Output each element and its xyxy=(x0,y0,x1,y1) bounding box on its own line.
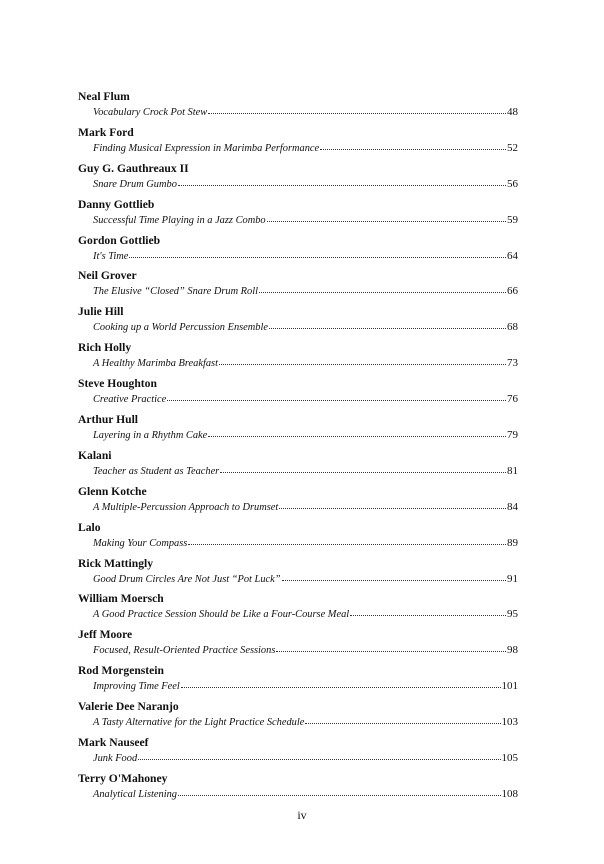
toc-page-number: 52 xyxy=(507,141,518,154)
dot-leader xyxy=(305,714,500,724)
page-folio: iv xyxy=(297,808,307,822)
toc-author: Rick Mattingly xyxy=(78,556,154,570)
toc-author: Mark Nauseef xyxy=(78,736,149,750)
toc-author: Rod Morgenstein xyxy=(78,664,164,678)
toc-entry xyxy=(76,233,518,269)
toc-author: Steve Houghton xyxy=(78,377,157,391)
dot-leader xyxy=(279,499,506,509)
dot-leader xyxy=(208,427,506,437)
toc-author: Mark Ford xyxy=(78,125,134,139)
toc-title: Vocabulary Crock Pot Stew xyxy=(93,107,208,118)
dot-leader xyxy=(208,104,506,114)
toc-entry xyxy=(76,771,518,807)
toc-title: Cooking up a World Percussion Ensemble xyxy=(93,322,268,334)
dot-leader xyxy=(269,319,506,329)
dot-leader xyxy=(259,283,506,293)
toc-line xyxy=(76,284,518,299)
toc-title: Teacher as Student as Teacher xyxy=(93,465,220,477)
dot-leader xyxy=(188,535,506,545)
dot-leader xyxy=(276,642,506,652)
toc-author: Julie Hill xyxy=(78,305,124,319)
toc-line xyxy=(76,715,518,730)
toc-page-number: 91 xyxy=(507,572,518,585)
toc-author: Lalo xyxy=(78,520,101,534)
dot-leader xyxy=(138,750,500,760)
toc-entry xyxy=(76,161,518,197)
toc-page-number: 66 xyxy=(507,285,518,298)
toc-page-number: 81 xyxy=(507,464,518,477)
toc-page-number: 64 xyxy=(507,249,518,262)
toc-line xyxy=(76,141,518,156)
toc-entry xyxy=(76,484,518,520)
toc-entry xyxy=(76,89,518,125)
dot-leader xyxy=(267,212,506,222)
toc-line xyxy=(76,356,518,371)
toc-page-number: 98 xyxy=(507,644,518,657)
toc-page-number: 95 xyxy=(507,608,518,621)
toc-page-number: 56 xyxy=(507,177,518,190)
toc-line xyxy=(76,105,518,120)
toc-line xyxy=(76,751,518,766)
toc-author: Arthur Hull xyxy=(78,413,139,427)
toc-entry xyxy=(76,304,518,340)
toc-title: Junk Food xyxy=(93,753,138,765)
toc-title: Analytical Listening xyxy=(93,788,177,800)
toc-line xyxy=(76,607,518,622)
toc-line xyxy=(76,213,518,228)
toc-page-number: 84 xyxy=(507,500,518,513)
toc-entry xyxy=(76,412,518,448)
dot-leader xyxy=(350,606,506,616)
toc-title: Layering in a Rhythm Cake xyxy=(93,430,208,442)
toc-entry xyxy=(76,735,518,771)
toc-entry xyxy=(76,197,518,233)
toc-entry xyxy=(76,268,518,304)
toc-line xyxy=(76,464,518,479)
toc-page-number: 68 xyxy=(507,321,518,334)
toc-author: Neal Flum xyxy=(78,90,130,103)
toc-author: Danny Gottlieb xyxy=(78,197,155,211)
toc-title: A Good Practice Session Should be Like a Four-Course Meal xyxy=(93,609,350,621)
toc-line xyxy=(76,572,518,587)
toc-entry xyxy=(76,520,518,556)
toc-title: Focused, Result-Oriented Practice Sessions xyxy=(93,645,276,657)
toc-author: William Moersch xyxy=(78,592,164,606)
toc-line xyxy=(76,679,518,694)
dot-leader xyxy=(320,140,506,150)
toc-page-number: 101 xyxy=(501,680,518,693)
toc-author: Guy G. Gauthreaux II xyxy=(78,161,189,175)
toc-author: Gordon Gottlieb xyxy=(78,233,161,247)
toc-entry xyxy=(76,556,518,592)
toc-author: Rich Holly xyxy=(78,341,132,355)
dot-leader xyxy=(282,571,506,581)
toc-entry xyxy=(76,448,518,484)
toc-page-number: 59 xyxy=(507,213,518,226)
toc-line xyxy=(76,249,518,264)
toc-page-number: 79 xyxy=(507,429,518,442)
toc-title: It's Time xyxy=(93,250,129,262)
toc-author: Neil Grover xyxy=(78,269,137,283)
toc-author: Glenn Kotche xyxy=(78,484,147,498)
toc-line xyxy=(76,500,518,515)
toc-author: Kalani xyxy=(78,448,112,462)
toc-title: Finding Musical Expression in Marimba Performance xyxy=(93,142,320,154)
toc-author: Valerie Dee Naranjo xyxy=(78,700,179,714)
dot-leader xyxy=(178,786,501,796)
dot-leader xyxy=(178,176,506,186)
toc-author: Terry O'Mahoney xyxy=(78,771,168,785)
toc-title: A Tasty Alternative for the Light Practice Schedule xyxy=(93,717,305,729)
toc-line xyxy=(76,428,518,443)
toc-title: A Healthy Marimba Breakfast xyxy=(93,358,218,370)
toc-line xyxy=(76,536,518,551)
dot-leader xyxy=(181,678,501,688)
toc-line xyxy=(76,643,518,658)
toc-page-number: 108 xyxy=(501,787,518,800)
toc-author: Jeff Moore xyxy=(78,628,133,642)
dot-leader xyxy=(220,463,506,473)
toc-title: Snare Drum Gumbo xyxy=(93,178,177,190)
toc-entry xyxy=(76,699,518,735)
dot-leader xyxy=(219,355,506,365)
toc-line xyxy=(76,787,518,802)
toc-page-number: 89 xyxy=(507,536,518,549)
toc-entry xyxy=(76,591,518,627)
toc-title: A Multiple-Percussion Approach to Drumset xyxy=(93,501,279,513)
toc-entry xyxy=(76,340,518,376)
toc-entry xyxy=(76,627,518,663)
toc-title: Improving Time Feel xyxy=(93,681,180,693)
toc-page-number: 103 xyxy=(501,716,518,729)
dot-leader xyxy=(167,391,506,401)
toc-line xyxy=(76,177,518,192)
toc-line xyxy=(76,392,518,407)
toc-title: Creative Practice xyxy=(93,394,167,406)
toc-title: The Elusive “Closed” Snare Drum Roll xyxy=(93,286,258,298)
dot-leader xyxy=(129,248,506,258)
toc-entry xyxy=(76,376,518,412)
toc-page-number: 76 xyxy=(507,393,518,406)
toc-page-number: 48 xyxy=(507,106,518,118)
toc-title: Making Your Compass xyxy=(93,537,188,549)
toc-page-number: 73 xyxy=(507,357,518,370)
toc-title: Successful Time Playing in a Jazz Combo xyxy=(93,214,266,226)
table-of-contents xyxy=(76,89,518,807)
toc-entry xyxy=(76,663,518,699)
toc-line xyxy=(76,320,518,335)
toc-title: Good Drum Circles Are Not Just “Pot Luck” xyxy=(93,573,281,585)
toc-page-number: 105 xyxy=(501,752,518,765)
toc-entry xyxy=(76,125,518,161)
